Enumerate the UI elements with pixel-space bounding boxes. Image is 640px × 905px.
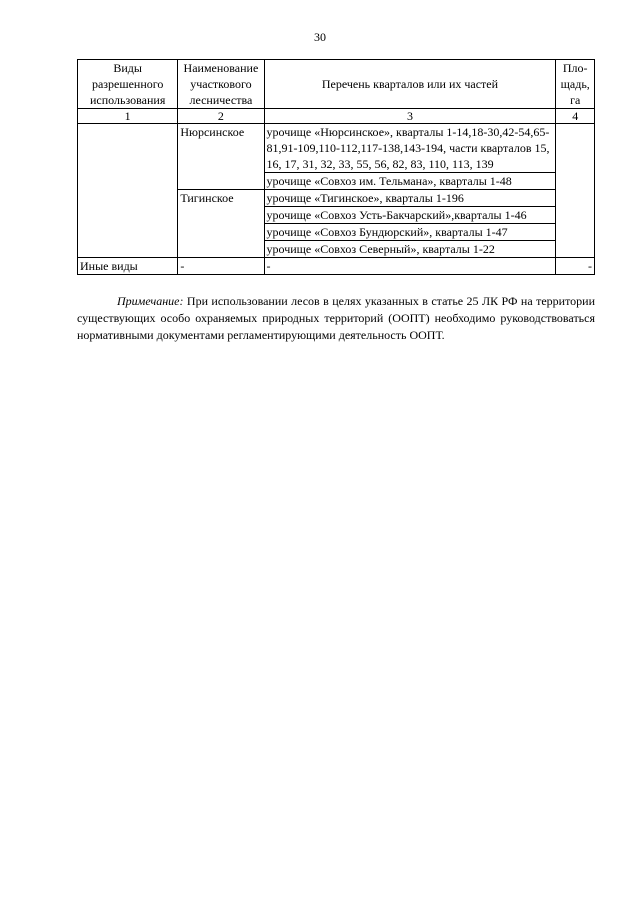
forestry-name-cell: Нюрсинское bbox=[178, 124, 264, 190]
table-header-row bbox=[78, 60, 595, 109]
forestry-name-cell: - bbox=[178, 258, 264, 275]
tract-cell: - bbox=[264, 258, 556, 275]
tract-cell: урочище «Тигинское», кварталы 1-196 bbox=[264, 190, 556, 207]
column-number: 4 bbox=[556, 109, 595, 124]
page-number: 30 bbox=[314, 30, 326, 44]
use-type-cell-empty bbox=[78, 124, 178, 258]
table-row bbox=[78, 124, 595, 173]
header-area: Пло-щадь, га bbox=[556, 60, 595, 109]
use-type-cell: Иные виды bbox=[78, 258, 178, 275]
tract-cell: урочище «Совхоз им. Тельмана», кварталы 1-48 bbox=[264, 173, 556, 190]
column-number: 3 bbox=[264, 109, 556, 124]
column-number-row bbox=[78, 109, 595, 124]
header-use-type: Виды разрешенного использования bbox=[78, 60, 178, 109]
column-number: 2 bbox=[178, 109, 264, 124]
footnote-text: При использовании лесов в целях указанных в статье 25 ЛК РФ на территории существующих особо охраняемых природных территорий (ООПТ) необходимо руководствоваться нормативными документами регламентирующими деятельность ООПТ. bbox=[77, 294, 595, 342]
forestry-name-cell: Тигинское bbox=[178, 190, 264, 258]
header-tracts: Перечень кварталов или их частей bbox=[264, 60, 556, 109]
column-number: 1 bbox=[78, 109, 178, 124]
forest-use-table bbox=[77, 59, 595, 275]
table-row-other-uses bbox=[78, 258, 595, 275]
tract-cell: урочище «Нюрсинское», кварталы 1-14,18-30,42-54,65-81,91-109,110-112,117-138,143-194, части кварталов 15, 16, 17, 31, 32, 33, 55, 56, 82, 83, 110, 113, 139 bbox=[264, 124, 556, 173]
tract-cell: урочище «Совхоз Усть-Бакчарский»,кварталы 1-46 bbox=[264, 207, 556, 224]
footnote-label: Примечание: bbox=[117, 294, 184, 308]
area-cell: - bbox=[556, 258, 595, 275]
tract-cell: урочище «Совхоз Бундюрский», кварталы 1-47 bbox=[264, 224, 556, 241]
area-cell-empty bbox=[556, 124, 595, 258]
footnote bbox=[77, 293, 595, 344]
header-forestry: Наименование участкового лесничества bbox=[178, 60, 264, 109]
tract-cell: урочище «Совхоз Северный», кварталы 1-22 bbox=[264, 241, 556, 258]
footnote-paragraph bbox=[77, 293, 595, 344]
